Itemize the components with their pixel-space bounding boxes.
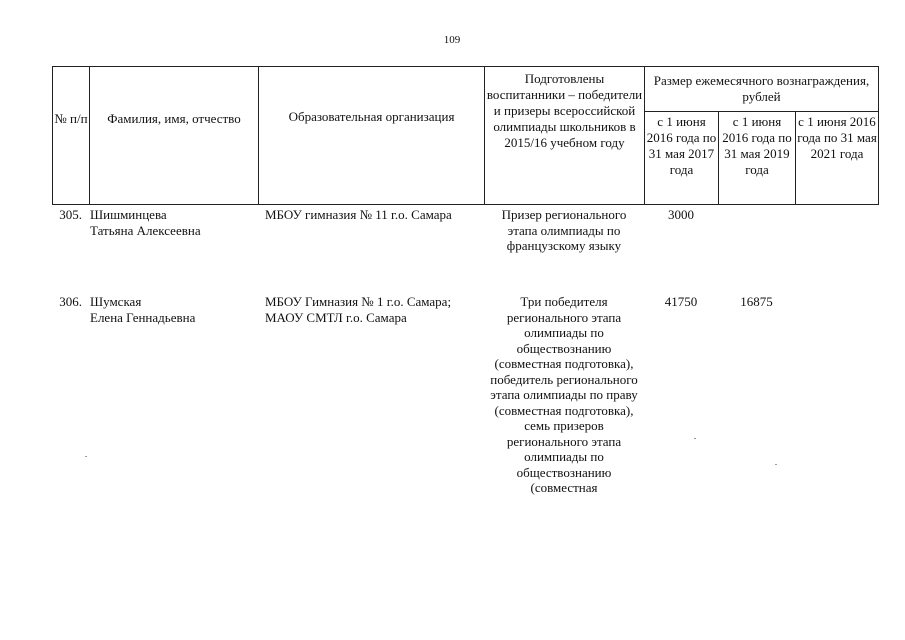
- scan-speck: [694, 438, 696, 439]
- row-surname: Шишминцева: [90, 207, 167, 222]
- header-organization-column: Образовательная организация: [259, 67, 485, 205]
- scan-speck: [775, 464, 777, 465]
- table-header: [52, 66, 879, 205]
- header-period-2021: с 1 июня 2016 года по 31 мая 2021 года: [796, 112, 879, 205]
- row-amount-2017: 3000: [668, 207, 694, 222]
- row-surname: Шумская: [90, 294, 142, 309]
- row-number: 305.: [59, 207, 82, 222]
- row-amount-2019: 16875: [740, 294, 773, 309]
- row-achievement: Три победителя регионального этапа олимпиады по обществознанию (совместная подготовка), победитель регионального этапа олимпиады по праву (совместная подготовка), семь призеров регионального этапа олимпиады по обществознанию (совместная: [490, 294, 638, 495]
- page-number: 109: [443, 34, 461, 46]
- row-given-names: Елена Геннадьевна: [90, 310, 196, 325]
- header-achievement-column: Подготовлены воспитанники – победители и призеры всероссийской олимпиады школьников в 2015/16 учебном году: [485, 67, 645, 205]
- header-period-2017: с 1 июня 2016 года по 31 мая 2017 года: [645, 112, 719, 205]
- row-achievement: Призер регионального этапа олимпиады по французскому языку: [501, 207, 627, 253]
- header-period-2019: с 1 июня 2016 года по 31 мая 2019 года: [719, 112, 796, 205]
- header-name-column: Фамилия, имя, отчество: [90, 67, 259, 205]
- row-number: 306.: [59, 294, 82, 309]
- row-given-names: Татьяна Алексеевна: [90, 223, 201, 238]
- header-number-column: № п/п: [53, 67, 90, 205]
- row-organization: МБОУ Гимназия № 1 г.о. Самара; МАОУ СМТЛ г.о. Самара: [265, 294, 452, 325]
- row-organization: МБОУ гимназия № 11 г.о. Самара: [265, 207, 452, 222]
- scan-speck: [85, 456, 87, 457]
- header-award-group: Размер ежемесячного вознаграждения, рублей: [645, 67, 879, 112]
- row-amount-2017: 41750: [664, 294, 698, 309]
